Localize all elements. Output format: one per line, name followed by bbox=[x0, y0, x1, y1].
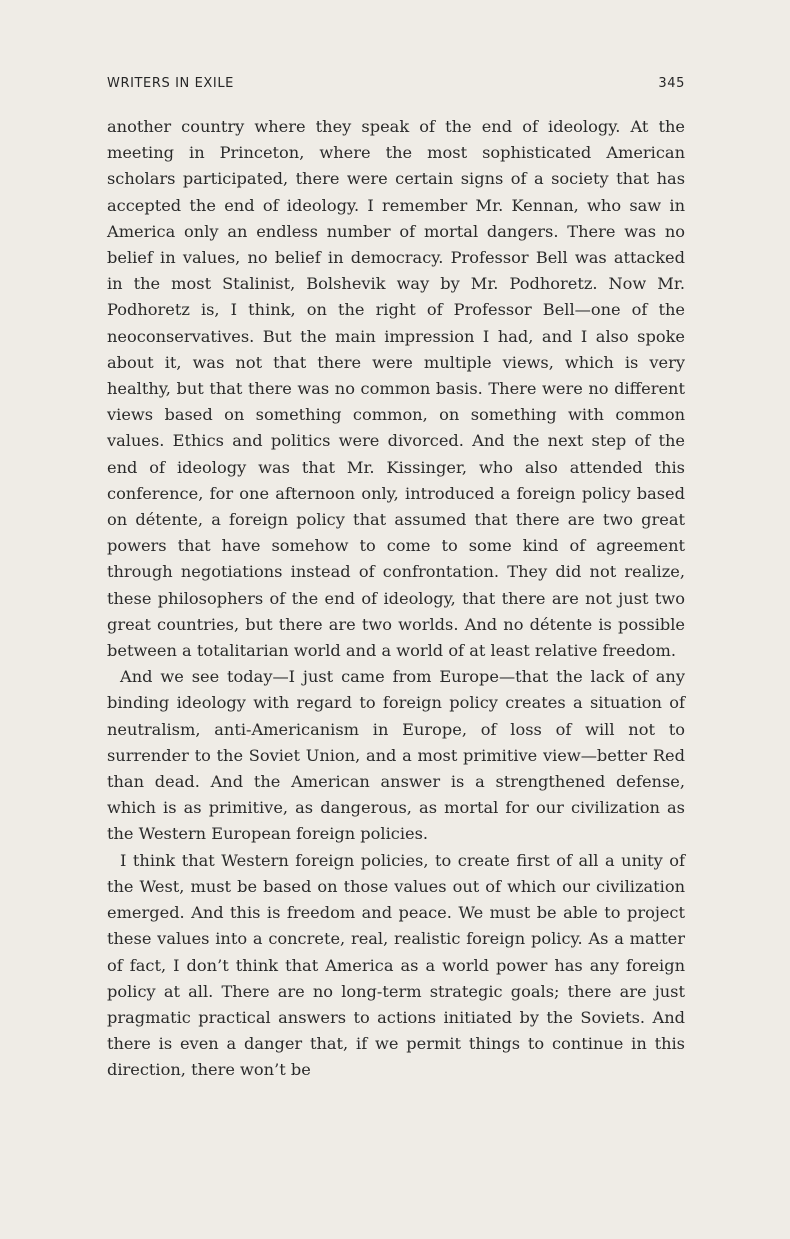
page-number: 345 bbox=[658, 76, 685, 91]
body-text bbox=[107, 114, 685, 1084]
paragraph: I think that Western foreign policies, to create first of all a unity of the West, must be based on those values out of which our civilization emerged. And this is freedom and peace. We must be able to project these values into a concrete, real, realistic foreign policy. As a matter of fact, I don’t think that America as a world power has any foreign policy at all. There are no long-term strategic goals; there are just pragmatic practical answers to actions initiated by the Soviets. And there is even a danger that, if we permit things to continue in this direction, there won’t be bbox=[107, 850, 685, 1080]
paragraph: And we see today—I just came from Europe—that the lack of any binding ideology with regard to foreign policy creates a situation of neutralism, anti-Americanism in Europe, of loss of will not to surrender to the Soviet Union, and a most primitive view—better Red than dead. And the American answer is a strengthened defense, which is as primitive, as dangerous, as mortal for our civilization as the Western European foreign policies. bbox=[107, 667, 685, 844]
paragraph-continued: another country where they speak of the end of ideology. At the meeting in Princeton, where the most sophisticated American scholars participated, there were certain signs of a society that has accepted the end of ideology. I remember Mr. Kennan, who saw in America only an endless number of mortal dangers. There was no belief in values, no belief in democracy. Professor Bell was attacked in the most Stalinist, Bolshevik way by Mr. Podhoretz. Now Mr. Podhoretz is, I think, on the right of Professor Bell—one of the neoconservatives. But the main impression I had, and I also spoke about it, was not that there were multiple views, which is very healthy, but that there was no common basis. There were no different views based on something common, on something with common values. Ethics and politics were divorced. And the next step of the end of ideology was that Mr. Kissinger, who also attended this conference, for one afternoon only, introduced a foreign policy based on détente, a foreign policy that assumed that there are two great powers that have somehow to come to some kind of agreement through negotiations instead of confrontation. They did not realize, these philosophers of the end of ideology, that there are not just two great countries, but there are two worlds. And no détente is possible between a totalitarian world and a world of at least relative freedom. bbox=[107, 117, 685, 661]
running-head bbox=[107, 76, 685, 98]
running-head-title: WRITERS IN EXILE bbox=[107, 76, 234, 91]
